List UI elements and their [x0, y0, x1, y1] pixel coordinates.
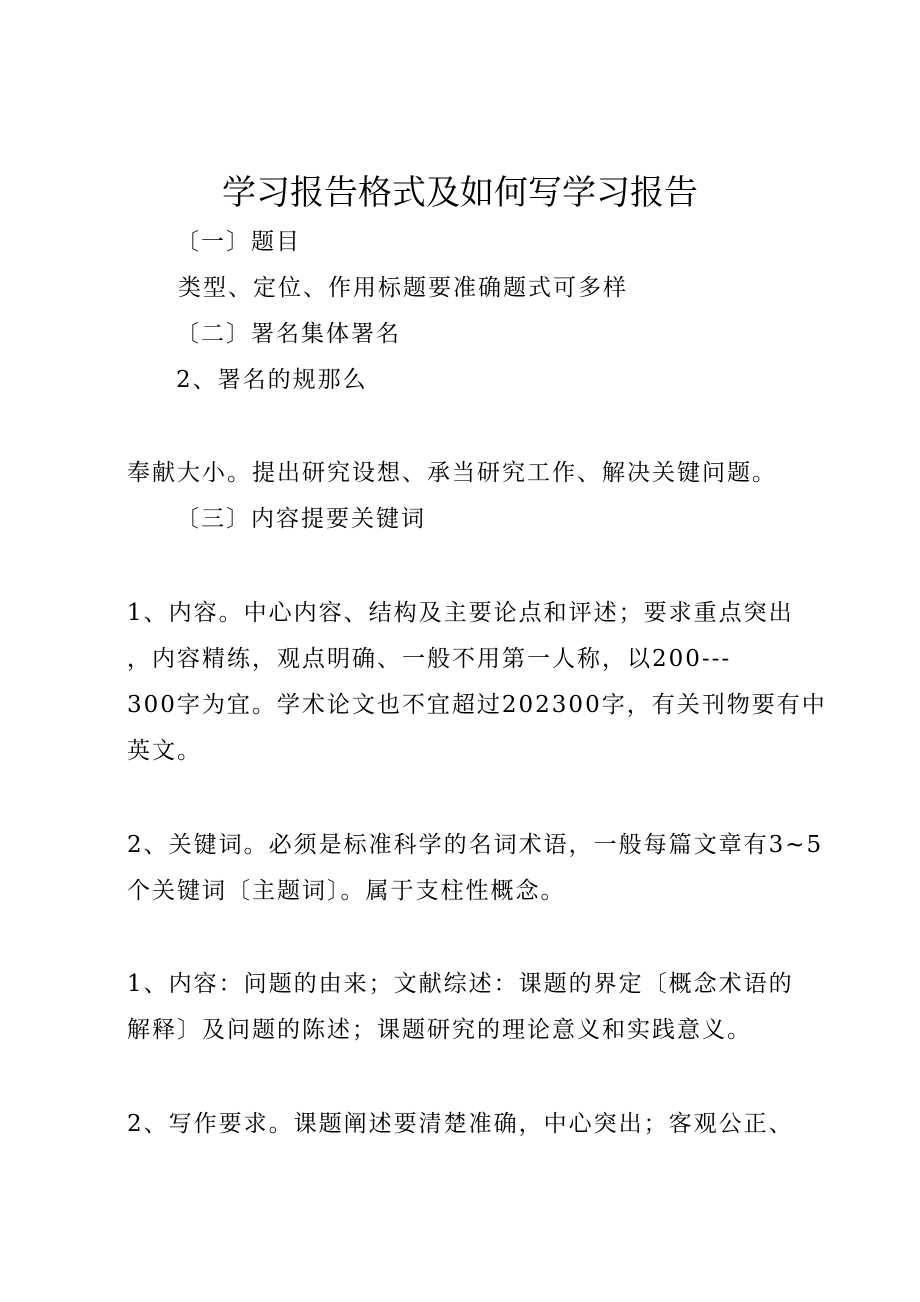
section-3-heading: 〔三〕内容提要关键词 [176, 506, 426, 532]
section-3-item-1-line-2: ，内容精练，观点明确、一般不用第一人称，以200--- [127, 646, 732, 672]
document-title: 学习报告格式及如何写学习报告 [222, 173, 698, 213]
section-2-heading: 〔二〕署名集体署名 [176, 321, 401, 347]
intro-item-1-line-2: 解释〕及问题的陈述；课题研究的理论意义和实践意义。 [127, 1017, 752, 1043]
section-3-item-1-line-1: 1、内容。中心内容、结构及主要论点和评述；要求重点突出 [127, 600, 794, 626]
section-2-body: 奉献大小。提出研究设想、承当研究工作、解决关键问题。 [127, 460, 777, 486]
section-1-body: 类型、定位、作用标题要准确题式可多样 [178, 275, 628, 301]
section-1-heading: 〔一〕题目 [176, 229, 301, 255]
section-3-item-1-line-3: 300字为宜。学术论文也不宜超过202300字，有关刊物要有中 [127, 692, 827, 718]
section-3-item-2-line-2: 个关键词〔主题词〕。属于支柱性概念。 [127, 878, 566, 904]
intro-item-1-line-1: 1、内容：问题的由来；文献综述：课题的界定〔概念术语的 [127, 971, 794, 997]
section-2-item-2: 2、署名的规那么 [176, 367, 368, 393]
intro-item-2-line-1: 2、写作要求。课题阐述要清楚准确，中心突出；客观公正、 [127, 1111, 794, 1137]
section-3-item-1-line-4: 英文。 [127, 738, 202, 764]
section-3-item-2-line-1: 2、关键词。必须是标准科学的名词术语，一般每篇文章有3~5 [127, 832, 824, 858]
